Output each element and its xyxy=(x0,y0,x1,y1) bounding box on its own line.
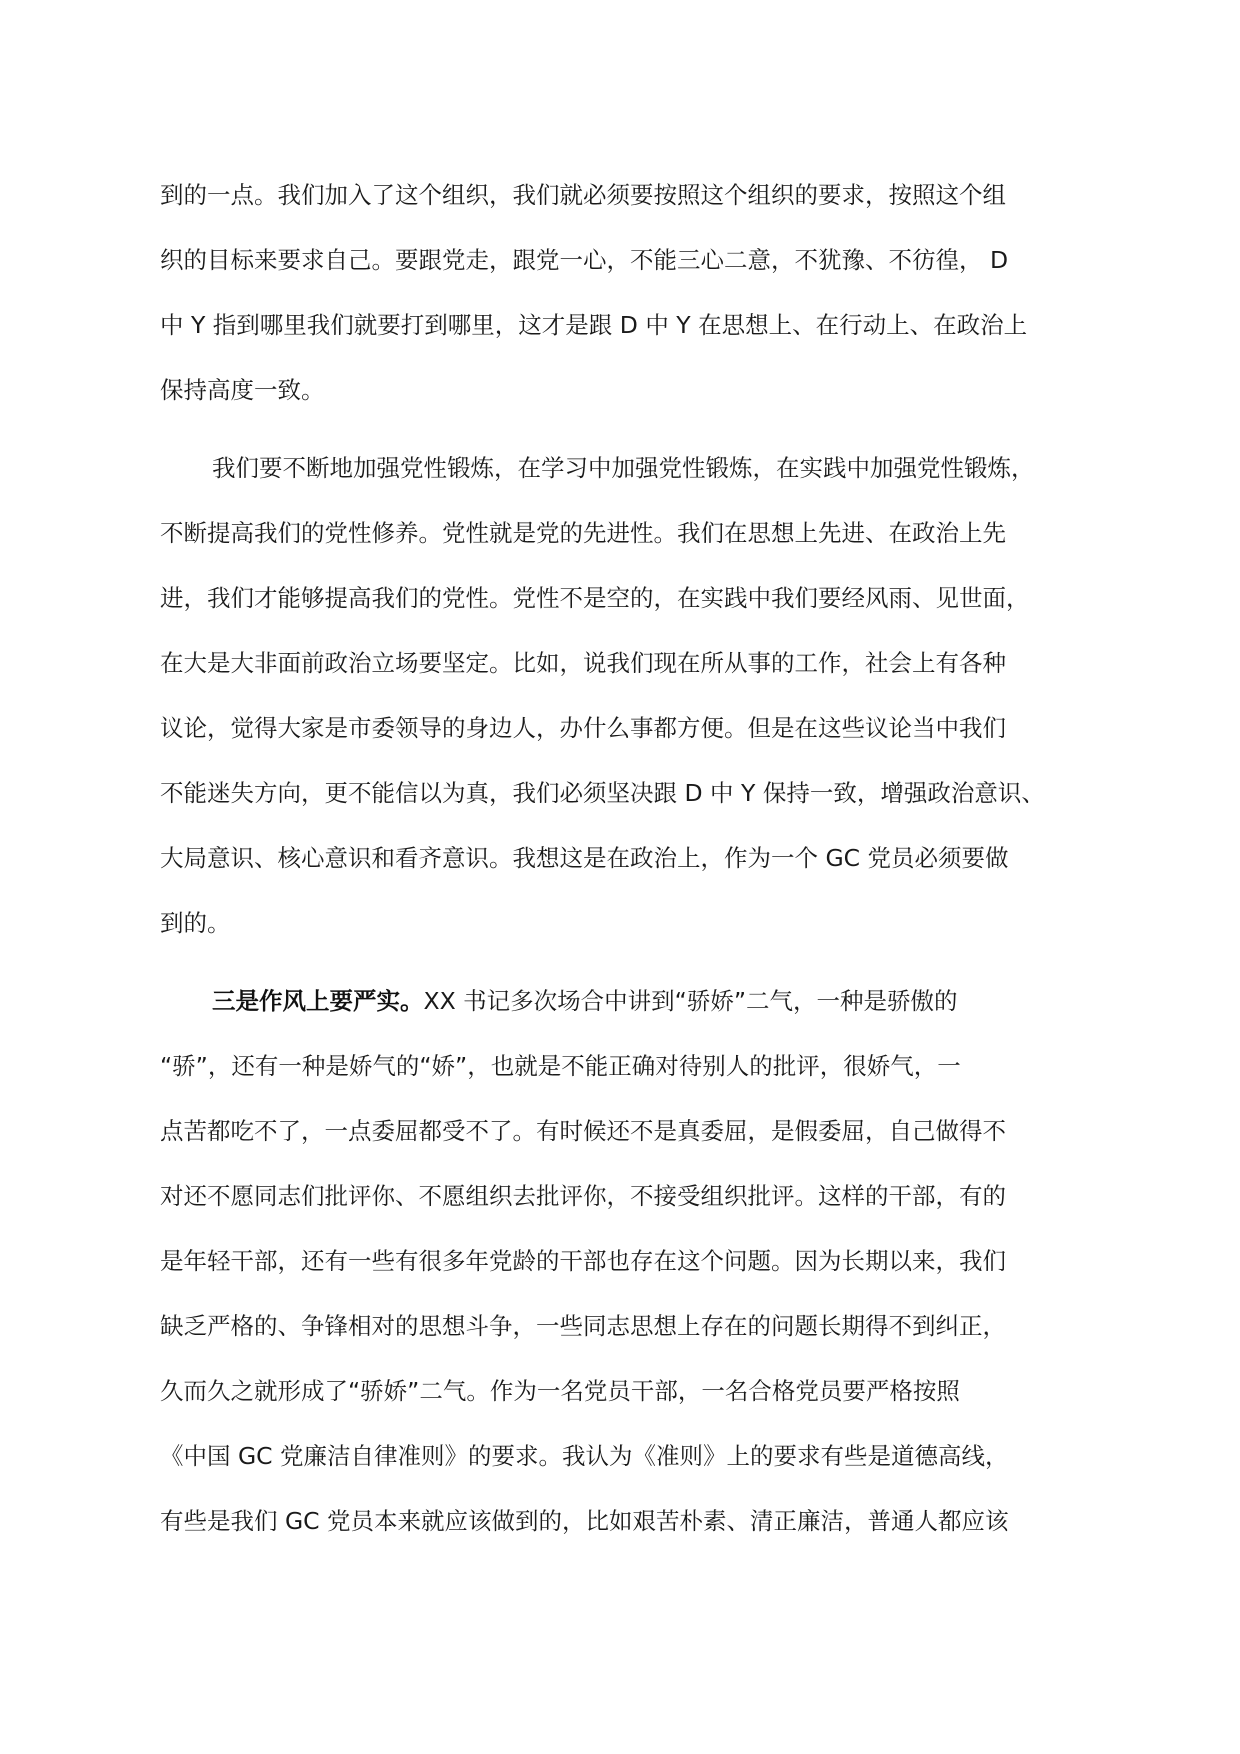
paragraph-2-line-4: 在大是大非面前政治立场要坚定。比如，说我们现在所从事的工作，社会上有各种 xyxy=(160,649,1006,677)
paragraph-3-line-1 xyxy=(212,981,1100,1021)
paragraph-3-line-7: 久而久之就形成了“骄娇”二气。作为一名党员干部，一名合格党员要严格按照 xyxy=(160,1377,960,1405)
paragraph-3-line-4: 对还不愿同志们批评你、不愿组织去批评你，不接受组织批评。这样的干部，有的 xyxy=(160,1182,1006,1210)
paragraph-3-line-5: 是年轻干部，还有一些有很多年党龄的干部也存在这个问题。因为长期以来，我们 xyxy=(160,1247,1006,1275)
paragraph-2-line-5: 议论，觉得大家是市委领导的身边人，办什么事都方便。但是在这些议论当中我们 xyxy=(160,714,1006,742)
paragraph-3-line-2: “骄”，还有一种是娇气的“娇”，也就是不能正确对待别人的批评，很娇气，一 xyxy=(160,1052,961,1080)
paragraph-3-line-3: 点苦都吃不了，一点委屈都受不了。有时候还不是真委屈，是假委屈，自己做得不 xyxy=(160,1117,1006,1145)
paragraph-2-line-3: 进，我们才能够提高我们的党性。党性不是空的，在实践中我们要经风雨、见世面， xyxy=(160,584,1030,612)
paragraph-1-line-2: 织的目标来要求自己。要跟党走，跟党一心，不能三心二意，不犹豫、不彷徨， D xyxy=(160,246,1009,274)
paragraph-1-line-4: 保持高度一致。 xyxy=(160,376,325,404)
paragraph-1-line-3: 中 Y 指到哪里我们就要打到哪里，这才是跟 D 中 Y 在思想上、在行动上、在政治上 xyxy=(160,311,1028,339)
paragraph-2-line-7: 大局意识、核心意识和看齐意识。我想这是在政治上，作为一个 GC 党员必须要做 xyxy=(160,844,1009,872)
paragraph-3-line-8: 《中国 GC 党廉洁自律准则》的要求。我认为《准则》上的要求有些是道德高线， xyxy=(160,1442,1009,1470)
section-heading: 三是作风上要严实。 xyxy=(212,987,424,1015)
paragraph-1-line-1: 到的一点。我们加入了这个组织，我们就必须要按照这个组织的要求，按照这个组 xyxy=(160,181,1006,209)
paragraph-3-line-6: 缺乏严格的、争锋相对的思想斗争，一些同志思想上存在的问题长期得不到纠正， xyxy=(160,1312,1006,1340)
paragraph-3-line-1-text: XX 书记多次场合中讲到“骄娇”二气，一种是骄傲的 xyxy=(423,987,958,1015)
paragraph-2-line-6: 不能迷失方向，更不能信以为真，我们必须坚决跟 D 中 Y 保持一致，增强政治意识、 xyxy=(160,779,1045,807)
paragraph-2-line-2: 不断提高我们的党性修养。党性就是党的先进性。我们在思想上先进、在政治上先 xyxy=(160,519,1006,547)
paragraph-2-line-1: 我们要不断地加强党性锻炼，在学习中加强党性锻炼，在实践中加强党性锻炼， xyxy=(212,454,1035,482)
paragraph-3-line-9: 有些是我们 GC 党员本来就应该做到的，比如艰苦朴素、清正廉洁，普通人都应该 xyxy=(160,1507,1009,1535)
paragraph-2-line-8: 到的。 xyxy=(160,909,231,937)
